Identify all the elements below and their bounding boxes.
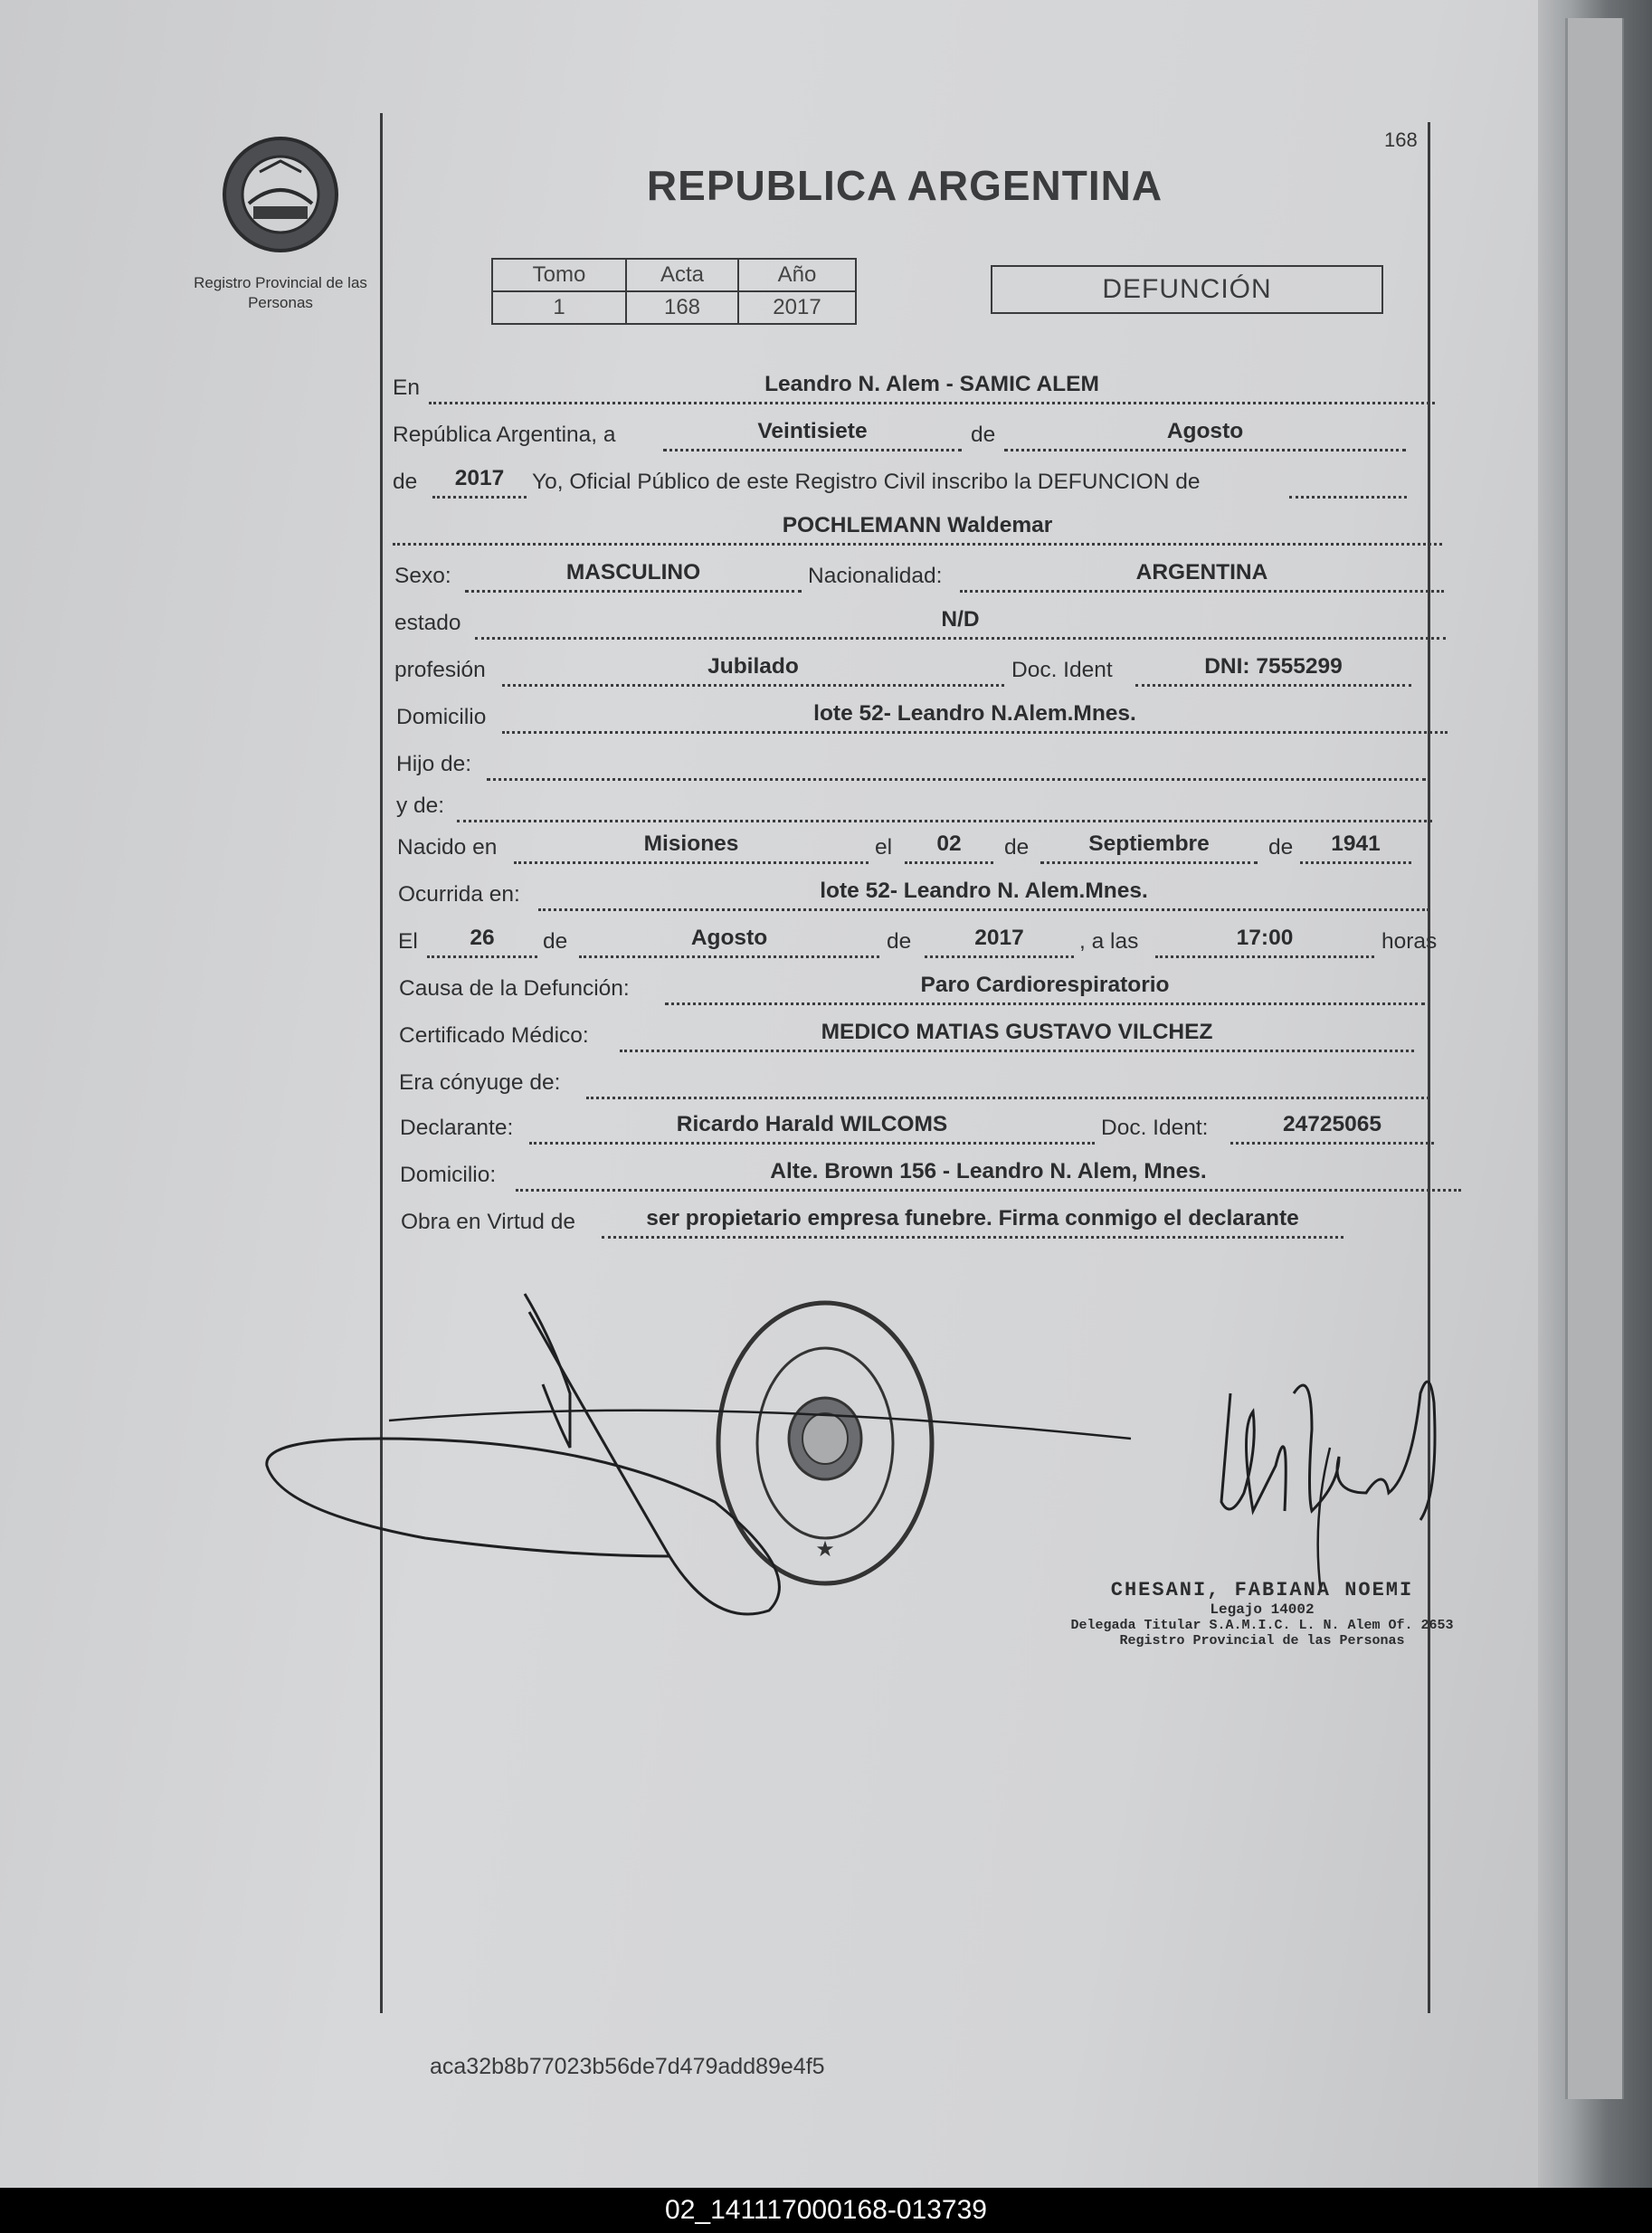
- field-value: N/D: [475, 606, 1446, 640]
- field-value: 02: [905, 831, 993, 864]
- label: profesión: [394, 658, 486, 682]
- label: Certificado Médico:: [399, 1023, 589, 1048]
- field-value: 17:00: [1155, 925, 1374, 958]
- field-value: 2017: [432, 465, 527, 499]
- field-value: MASCULINO: [465, 559, 802, 593]
- field-value: ARGENTINA: [960, 559, 1444, 593]
- left-margin-line: [380, 113, 383, 2013]
- field-value: Ricardo Harald WILCOMS: [529, 1111, 1095, 1145]
- label: horas: [1381, 929, 1438, 954]
- province-seal-icon: [213, 127, 348, 262]
- page-title: REPUBLICA ARGENTINA: [646, 162, 1163, 209]
- label: de: [543, 929, 568, 954]
- table-cell: 168: [626, 291, 738, 324]
- table-row: [492, 291, 856, 324]
- label: el: [875, 835, 893, 860]
- field-value: Septiembre: [1040, 831, 1258, 864]
- officer-signature-icon: [1203, 1357, 1457, 1592]
- field-value: Leandro N. Alem - SAMIC ALEM: [429, 371, 1435, 404]
- label: El: [398, 929, 418, 954]
- field-value: lote 52- Leandro N.Alem.Mnes.: [502, 700, 1448, 734]
- officer-role: Delegada Titular S.A.M.I.C. L. N. Alem Of. 2653: [1070, 1618, 1454, 1633]
- officer-office: Registro Provincial de las Personas: [1119, 1633, 1405, 1649]
- label: Obra en Virtud de: [401, 1210, 575, 1234]
- reference-table: [491, 258, 857, 325]
- svg-text:★: ★: [815, 1537, 835, 1562]
- field-value: Veintisiete: [663, 418, 962, 451]
- table-cell: 1: [492, 291, 626, 324]
- field-value: 24725065: [1230, 1111, 1434, 1145]
- label: Ocurrida en:: [398, 882, 520, 907]
- label: Domicilio:: [400, 1163, 497, 1187]
- page-number: 168: [1384, 128, 1418, 151]
- label: y de:: [396, 793, 445, 818]
- table-cell: 2017: [738, 291, 856, 324]
- field-value: 1941: [1300, 831, 1411, 864]
- field-value: [487, 747, 1426, 781]
- label: de: [1004, 835, 1030, 860]
- table-header-cell: Año: [738, 259, 856, 291]
- field-value: [1289, 465, 1407, 499]
- label: Doc. Ident: [1011, 658, 1113, 682]
- declarant-signature-icon: [244, 1285, 1149, 1665]
- field-value: 2017: [925, 925, 1074, 958]
- document-hash: aca32b8b77023b56de7d479add89e4f5: [430, 2054, 825, 2079]
- officer-stamp: [1054, 1579, 1470, 1649]
- field-value: Jubilado: [502, 653, 1004, 687]
- table-header-row: [492, 259, 856, 291]
- table-header-cell: Acta: [626, 259, 738, 291]
- registry-label: Registro Provincial de las Personas: [194, 274, 367, 311]
- label: Declarante:: [400, 1116, 514, 1140]
- field-value: MEDICO MATIAS GUSTAVO VILCHEZ: [620, 1019, 1414, 1052]
- field-value: lote 52- Leandro N. Alem.Mnes.: [538, 878, 1429, 911]
- footer-id-bar: 02_141117000168-013739: [0, 2188, 1652, 2233]
- officer-legajo: Legajo 14002: [1210, 1601, 1315, 1618]
- label: Nacido en: [397, 835, 498, 860]
- label: República Argentina, a: [393, 423, 616, 447]
- label: Sexo:: [394, 564, 451, 588]
- field-value: Agosto: [579, 925, 879, 958]
- field-value: [457, 789, 1432, 822]
- label: Era cónyuge de:: [399, 1070, 561, 1095]
- field-value: [586, 1066, 1429, 1099]
- label: Causa de la Defunción:: [399, 976, 630, 1001]
- field-value: 26: [427, 925, 537, 958]
- label: de: [1268, 835, 1294, 860]
- label: Doc. Ident:: [1101, 1116, 1209, 1140]
- field-value: Alte. Brown 156 - Leandro N. Alem, Mnes.: [516, 1158, 1461, 1192]
- record-type-box: DEFUNCIÓN: [991, 265, 1383, 314]
- officer-name: CHESANI, FABIANA NOEMI: [1110, 1579, 1414, 1601]
- label: , a las: [1079, 929, 1139, 954]
- field-value: Paro Cardiorespiratorio: [665, 972, 1425, 1005]
- field-value: Agosto: [1004, 418, 1406, 451]
- field-value: POCHLEMANN Waldemar: [393, 512, 1442, 546]
- field-value: DNI: 7555299: [1135, 653, 1411, 687]
- field-value: ser propietario empresa funebre. Firma conmigo el declarante: [602, 1205, 1343, 1239]
- table-header-cell: Tomo: [492, 259, 626, 291]
- field-value: Misiones: [514, 831, 869, 864]
- label: En: [393, 375, 420, 400]
- label: Hijo de:: [396, 752, 472, 776]
- label: Nacionalidad:: [808, 564, 943, 588]
- label: de: [971, 423, 996, 447]
- label: estado: [394, 611, 461, 635]
- label: de: [887, 929, 912, 954]
- label: Domicilio: [396, 705, 487, 729]
- underlying-page-edge: [1565, 18, 1624, 2099]
- label: Yo, Oficial Público de este Registro Civil inscribo la DEFUNCION de: [532, 470, 1201, 494]
- label: de: [393, 470, 418, 494]
